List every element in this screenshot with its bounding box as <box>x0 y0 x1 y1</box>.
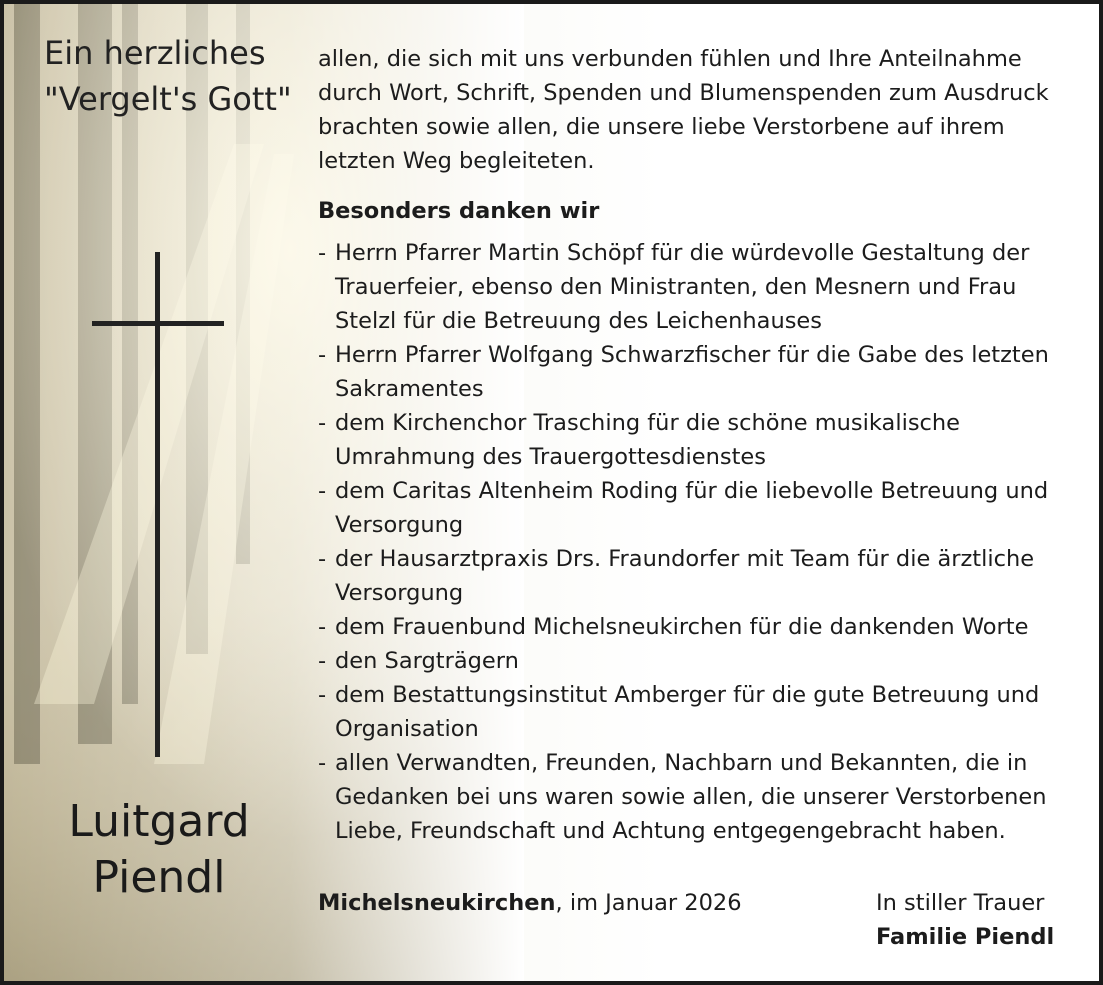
bullet-dash: - <box>318 546 327 572</box>
signature-block <box>876 886 1054 954</box>
cross-vertical-bar <box>155 252 160 757</box>
list-item-text: der Hausarztpraxis Drs. Fraundorfer mit Team für die ärztliche Versorgung <box>335 546 1035 606</box>
bullet-dash: - <box>318 478 327 504</box>
list-item-text: dem Bestattungsinstitut Amberger für die gute Betreuung und Organisation <box>335 682 1040 742</box>
thanks-list <box>318 236 1078 848</box>
intro-paragraph: allen, die sich mit uns verbunden fühlen und Ihre Anteilnahme durch Wort, Schrift, Spenden und Blumenspenden zum Ausdruck brachten sowie allen, die unsere liebe Verstorbene auf ihrem letzten Weg begleiteten. <box>318 46 1049 174</box>
bullet-dash: - <box>318 682 327 708</box>
deceased-name: Luitgard Piendl <box>68 796 250 903</box>
date-text: , im Januar 2026 <box>555 890 742 916</box>
bullet-dash: - <box>318 614 327 640</box>
list-item-text: Herrn Pfarrer Wolfgang Schwarzfischer für die Gabe des letzten Sakramentes <box>335 342 1049 402</box>
list-item <box>318 746 1078 848</box>
bullet-dash: - <box>318 240 327 266</box>
list-item-text: dem Kirchenchor Trasching für die schöne musikalische Umrahmung des Trauergottesdienstes <box>335 410 961 470</box>
bullet-dash: - <box>318 342 327 368</box>
family-name: Familie Piendl <box>876 924 1055 950</box>
list-item <box>318 610 1078 644</box>
bullet-dash: - <box>318 410 327 436</box>
bullet-dash: - <box>318 648 327 674</box>
list-item-text: dem Frauenbund Michelsneukirchen für die dankenden Worte <box>335 614 1029 640</box>
list-item-text: Herrn Pfarrer Martin Schöpf für die würdevolle Gestaltung der Trauerfeier, ebenso den Ministranten, den Mesnern und Frau Stelzl für die Betreuung des Leichenhauses <box>335 240 1030 334</box>
mourning-line: In stiller Trauer <box>876 890 1045 916</box>
list-item <box>318 474 1078 542</box>
list-item-text: allen Verwandten, Freunden, Nachbarn und Bekannten, die in Gedanken bei uns waren sowie allen, die unserer Verstorbenen Liebe, Freundschaft und Achtung entgegengebracht haben. <box>335 750 1047 844</box>
list-item <box>318 678 1078 746</box>
bullet-dash: - <box>318 750 327 776</box>
list-item <box>318 644 1078 678</box>
message-body <box>318 42 1078 848</box>
cross-horizontal-bar <box>92 321 224 326</box>
list-item-text: den Sargträgern <box>335 648 519 674</box>
list-item-text: dem Caritas Altenheim Roding für die liebevolle Betreuung und Versorgung <box>335 478 1049 538</box>
list-item <box>318 338 1078 406</box>
place-name: Michelsneukirchen <box>318 890 556 916</box>
thanks-heading: Besonders danken wir <box>318 198 600 224</box>
list-item <box>318 542 1078 610</box>
list-item <box>318 406 1078 474</box>
card-title: Ein herzliches "Vergelt's Gott" <box>44 34 292 118</box>
place-date-line <box>318 886 742 920</box>
list-item <box>318 236 1078 338</box>
